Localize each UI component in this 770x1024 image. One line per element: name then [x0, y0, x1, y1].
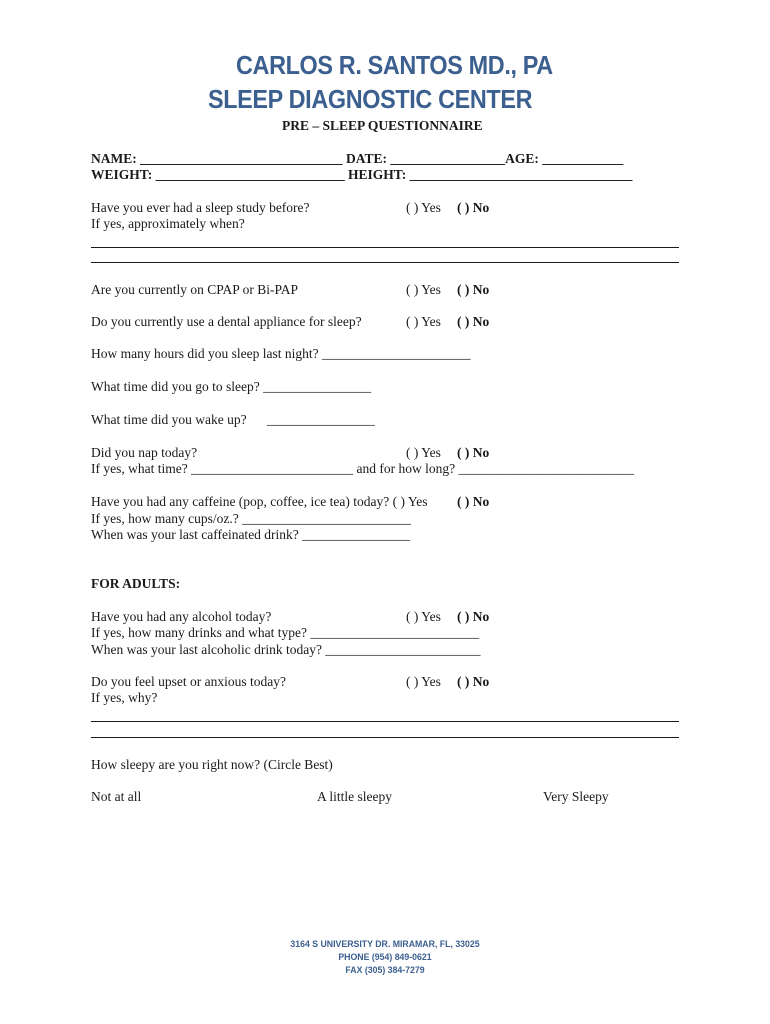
question-sleep-study: Have you ever had a sleep study before?	[91, 200, 310, 215]
weight-height-field[interactable]: WEIGHT: ____________________________ HEIGHT: _________________________________	[91, 167, 633, 182]
nap-time-field[interactable]: If yes, what time? ________________________ and for how long? __________________________	[91, 461, 634, 476]
sleep-study-no[interactable]	[457, 200, 489, 216]
answer-line[interactable]	[91, 247, 679, 248]
name-date-age-field[interactable]: NAME: ______________________________ DATE: _________________AGE: ____________	[91, 151, 624, 166]
no-label: ( ) No	[457, 314, 490, 329]
alcohol-type-field[interactable]: If yes, how many drinks and what type? _________________________	[91, 625, 480, 640]
form-title: PRE – SLEEP QUESTIONNAIRE	[282, 118, 483, 133]
question-hours-slept[interactable]: How many hours did you sleep last night? ______________________	[91, 346, 471, 361]
alcohol-yes[interactable]	[406, 609, 441, 625]
no-label: ( ) No	[457, 445, 490, 460]
adults-section-heading: FOR ADULTS:	[91, 576, 181, 591]
caffeine-no[interactable]	[457, 494, 489, 510]
alcohol-no[interactable]	[457, 609, 489, 625]
scale-very-sleepy[interactable]: Very Sleepy	[543, 789, 609, 804]
nap-no[interactable]	[457, 445, 489, 461]
question-dental-appliance: Do you currently use a dental appliance for sleep?	[91, 314, 362, 329]
yes-label: ( ) Yes	[406, 609, 441, 624]
no-label: ( ) No	[457, 282, 490, 297]
answer-line[interactable]	[91, 262, 679, 263]
question-alcohol: Have you had any alcohol today?	[91, 609, 272, 624]
no-label: ( ) No	[457, 494, 490, 509]
no-label: ( ) No	[457, 200, 490, 215]
dental-no[interactable]	[457, 314, 489, 330]
anxious-yes[interactable]	[406, 674, 441, 690]
scale-little-sleepy[interactable]: A little sleepy	[317, 789, 392, 804]
footer-address: 3164 S UNIVERSITY DR. MIRAMAR, FL, 33025	[290, 939, 480, 950]
no-label: ( ) No	[457, 674, 490, 689]
yes-label: ( ) Yes	[406, 282, 441, 297]
question-caffeine[interactable]: Have you had any caffeine (pop, coffee, ice tea) today? ( ) Yes	[91, 494, 428, 509]
sleep-study-yes[interactable]	[406, 200, 441, 216]
cpap-no[interactable]	[457, 282, 489, 298]
yes-label: ( ) Yes	[406, 314, 441, 329]
anxious-why-label: If yes, why?	[91, 690, 158, 705]
yes-label: ( ) Yes	[406, 674, 441, 689]
question-cpap: Are you currently on CPAP or Bi-PAP	[91, 282, 299, 297]
center-name: SLEEP DIAGNOSTIC CENTER	[208, 84, 533, 114]
anxious-no[interactable]	[457, 674, 489, 690]
answer-line[interactable]	[91, 721, 679, 722]
sleep-study-when-label: If yes, approximately when?	[91, 216, 245, 231]
no-label: ( ) No	[457, 609, 490, 624]
yes-label: ( ) Yes	[406, 200, 441, 215]
dental-yes[interactable]	[406, 314, 441, 330]
question-nap: Did you nap today?	[91, 445, 198, 460]
cpap-yes[interactable]	[406, 282, 441, 298]
question-anxious: Do you feel upset or anxious today?	[91, 674, 286, 689]
scale-not-at-all[interactable]: Not at all	[91, 789, 142, 804]
clinic-name: CARLOS R. SANTOS MD., PA	[236, 50, 553, 80]
question-sleep-time[interactable]: What time did you go to sleep? ________________	[91, 379, 372, 394]
caffeine-last-field[interactable]: When was your last caffeinated drink? ________________	[91, 527, 411, 542]
question-sleepiness: How sleepy are you right now? (Circle Best)	[91, 757, 333, 772]
alcohol-last-field[interactable]: When was your last alcoholic drink today? _______________________	[91, 642, 481, 657]
caffeine-amount-field[interactable]: If yes, how many cups/oz.? _________________________	[91, 511, 411, 526]
answer-line[interactable]	[91, 737, 679, 738]
yes-label: ( ) Yes	[406, 445, 441, 460]
footer-phone: PHONE (954) 849-0621	[338, 952, 432, 963]
footer-fax: FAX (305) 384-7279	[345, 965, 425, 976]
nap-yes[interactable]	[406, 445, 441, 461]
question-wake-time[interactable]: What time did you wake up? ________________	[91, 412, 375, 427]
